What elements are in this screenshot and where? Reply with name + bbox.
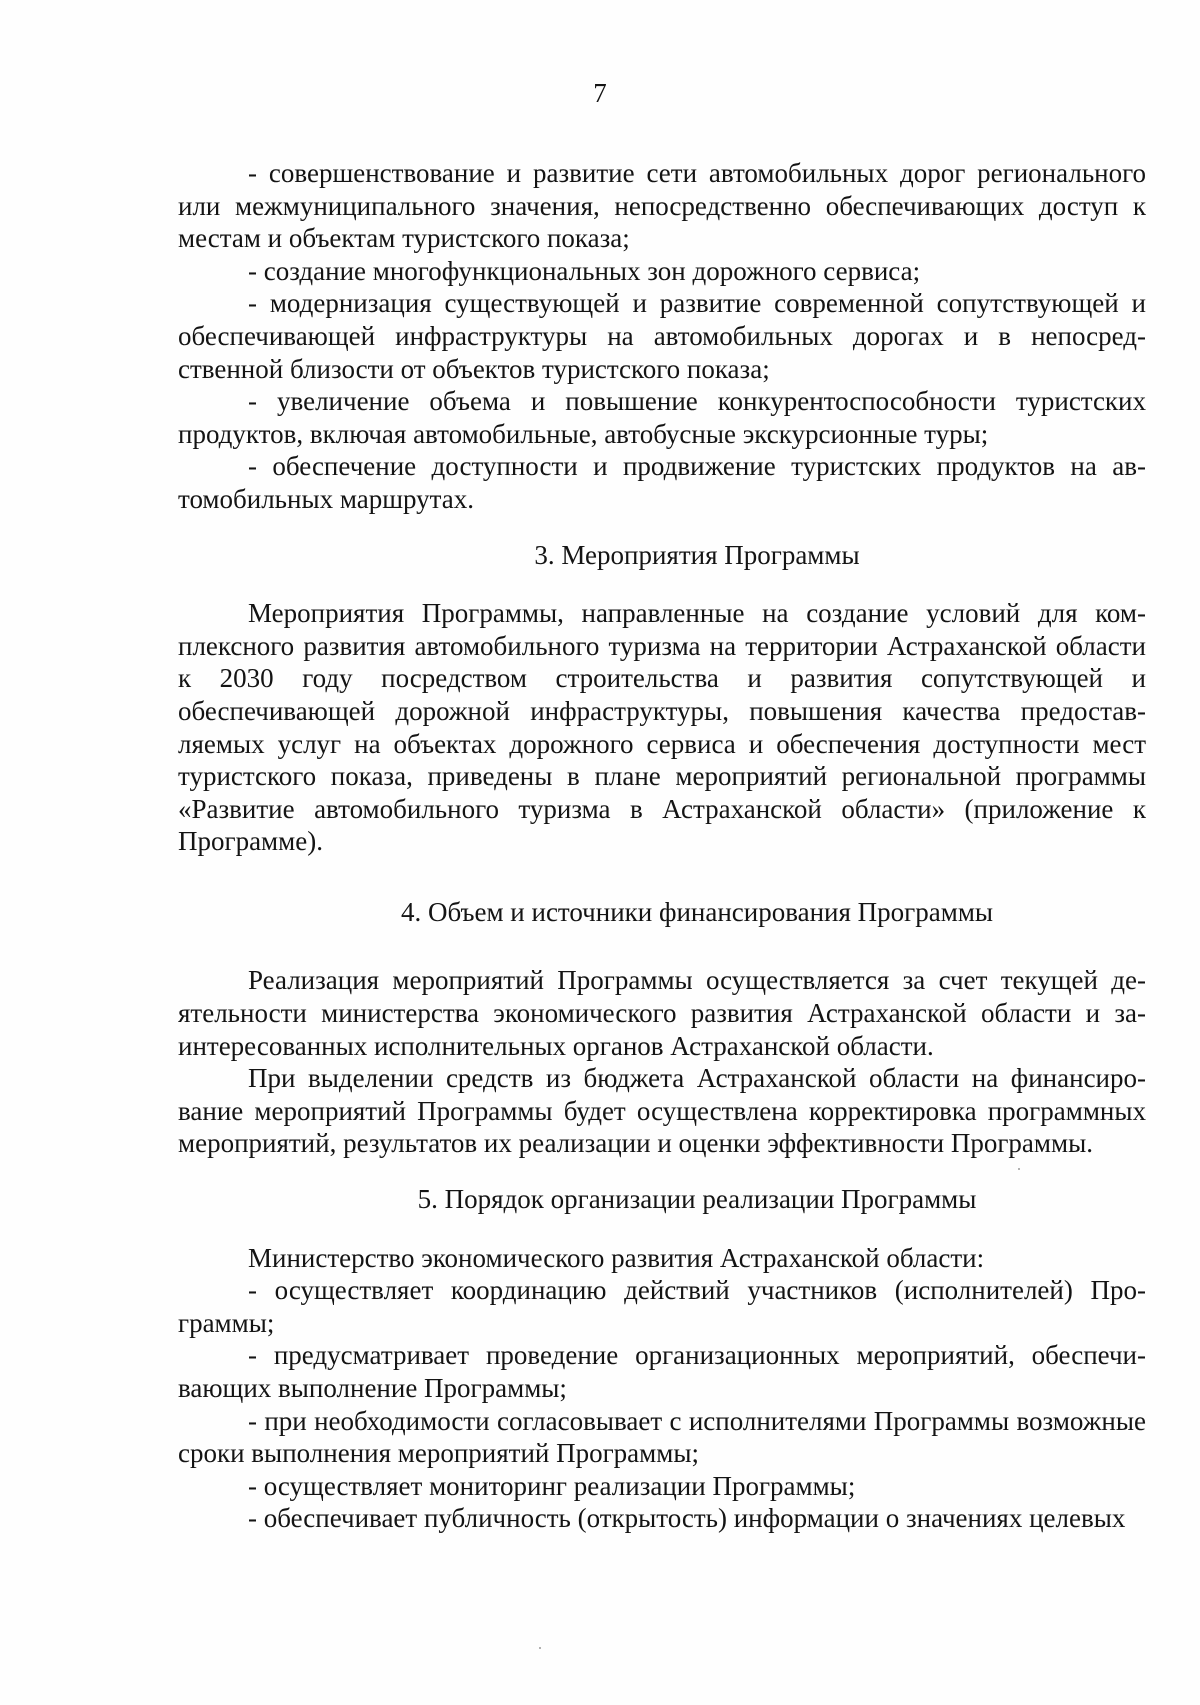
intro-item: - увеличение объема и повышение конкурентоспособности туристских продуктов, включая автомобильные, автобусные экскурсионные туры; [178, 386, 1146, 449]
spacer [178, 571, 1146, 597]
list-item: - предусматривает проведение организационных мероприятий, обеспечивающих выполнение Программы; [178, 1340, 1146, 1403]
list-item: - осуществляет мониторинг реализации Программы; [248, 1470, 856, 1501]
section-heading-4: 4. Объем и источники финансирования Программы [400, 896, 994, 927]
paragraph: При выделении средств из бюджета Астраханской области на финансирование мероприятий Программы будет осуществлена корректировка программных мероприятий, результатов их реализации и оценки эффективности Программы. [178, 1063, 1146, 1159]
spacer [178, 928, 1146, 964]
list-item: - обеспечивает публичность (открытость) информации о значениях целевых [248, 1503, 1126, 1534]
paragraph: Реализация мероприятий Программы осуществляется за счет текущей деятельности министерства экономического развития Астраханской области и заинтересованных исполнительных органов Астраханской области. [178, 965, 1146, 1061]
section-4-body [178, 964, 1146, 1160]
intro-list [178, 157, 1146, 516]
list-item: - при необходимости согласовывает с исполнителями Программы возможные сроки выполнения мероприятий Программы; [178, 1405, 1146, 1469]
intro-item: - совершенствование и развитие сети автомобильных дорог регионального или межмуниципального значения, непосредственно обеспечивающих доступ к местам и объектам туристского показа; [178, 158, 1146, 254]
spacer [178, 858, 1146, 896]
intro-item: - обеспечение доступности и продвижение туристских продуктов на автомобильных маршрутах. [178, 451, 1146, 514]
section-3-body [178, 597, 1146, 858]
page-number: 7 [593, 78, 607, 108]
spacer [178, 1216, 1146, 1242]
section-5-body [178, 1242, 1146, 1535]
paragraph: Министерство экономического развития Астраханской области: [248, 1242, 985, 1273]
scan-speck [1018, 1168, 1020, 1170]
section-heading-5: 5. Порядок организации реализации Программы [417, 1184, 977, 1215]
spacer [178, 1160, 1146, 1183]
document-body [178, 157, 1146, 1535]
list-item: - осуществляет координацию действий участников (исполнителей) Программы; [178, 1275, 1146, 1338]
intro-item: - модернизация существующей и развитие современной сопутствующей и обеспечивающей инфраструктуры на автомобильных дорогах и в непосредственной близости от объектов туристского показа; [178, 288, 1146, 384]
spacer [178, 516, 1146, 539]
section-heading-3: 3. Мероприятия Программы [534, 539, 860, 570]
scan-speck [539, 1647, 541, 1649]
paragraph: Мероприятия Программы, направленные на создание условий для комплексного развития автомобильного туризма на территории Астраханской области к 2030 году посредством строительства и развития сопутствующей и обеспечивающей дорожной инфраструктуры, повышения качества предоставляемых услуг на объектах дорожного сервиса и обеспечения доступности мест туристского показа, приведены в плане мероприятий региональной программы «Развитие автомобильного туризма в Астраханской области» (приложение к Программе). [178, 598, 1146, 857]
intro-item: - создание многофункциональных зон дорожного сервиса; [248, 255, 921, 286]
